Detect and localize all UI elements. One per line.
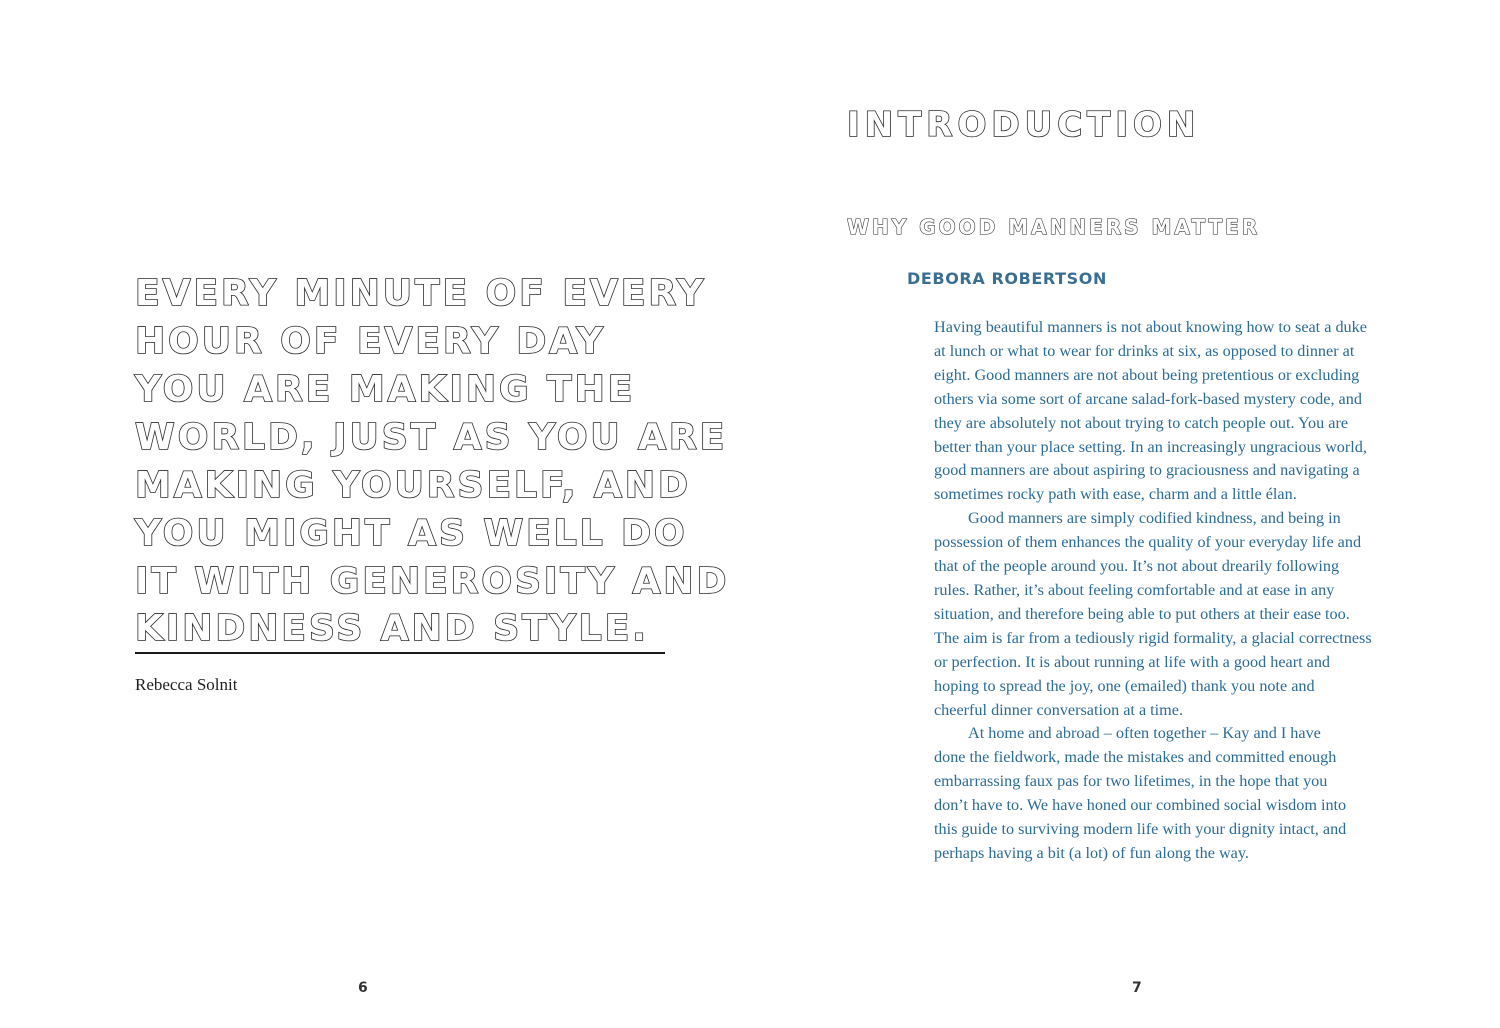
body-line: don’t have to. We have honed our combined social wisdom into (934, 796, 1347, 815)
quote-line: HOUR OF EVERY DAY (135, 321, 606, 362)
section-subtitle: WHY GOOD MANNERS MATTER (847, 215, 1261, 239)
body-line: The aim is far from a tediously rigid formality, a glacial correctness (934, 628, 1372, 647)
body-line: good manners are about aspiring to graciousness and navigating a (934, 461, 1360, 480)
body-line: at lunch or what to wear for drinks at six, as opposed to dinner at (934, 341, 1355, 360)
quote-line: YOU ARE MAKING THE (135, 369, 636, 410)
body-line: possession of them enhances the quality of your everyday life and (934, 533, 1362, 552)
quote-line: MAKING YOURSELF, AND (135, 465, 691, 506)
body-line: embarrassing faux pas for two lifetimes, in the hope that you (934, 772, 1328, 791)
quote-line: IT WITH GENEROSITY AND (135, 561, 730, 602)
body-line: At home and abroad – often together – Kay and I have (968, 724, 1321, 743)
body-line: perhaps having a bit (a lot) of fun along the way. (934, 843, 1249, 862)
quote-line-underlined: KINDNESS AND STYLE. (135, 606, 665, 654)
quote-line: YOU MIGHT AS WELL DO (135, 513, 688, 554)
page-number-right: 7 (1132, 980, 1142, 996)
quote-line: EVERY MINUTE OF EVERY (135, 273, 707, 314)
body-line: sometimes rocky path with ease, charm and a little élan. (934, 485, 1297, 504)
body-line: this guide to surviving modern life with your dignity intact, and (934, 820, 1347, 839)
body-line: done the fieldwork, made the mistakes and committed enough (934, 748, 1337, 767)
body-line: Good manners are simply codified kindness, and being in (968, 509, 1341, 528)
body-text (934, 316, 1434, 866)
body-line: they are absolutely not about trying to catch people out. You are (934, 413, 1349, 432)
body-line: or perfection. It is about running at life with a good heart and (934, 652, 1331, 671)
body-line: better than your place setting. In an increasingly ungracious world, (934, 437, 1367, 456)
right-page (750, 0, 1500, 1028)
quote-attribution: Rebecca Solnit (135, 675, 238, 694)
pull-quote (135, 270, 730, 654)
quote-line: WORLD, JUST AS YOU ARE (135, 417, 728, 458)
body-line: that of the people around you. It’s not about drearily following (934, 557, 1340, 576)
page-number-left: 6 (358, 980, 368, 996)
chapter-title: INTRODUCTION (847, 105, 1201, 145)
body-line: eight. Good manners are not about being pretentious or excluding (934, 365, 1360, 384)
body-line: hoping to spread the joy, one (emailed) thank you note and (934, 676, 1315, 695)
body-line: Having beautiful manners is not about knowing how to seat a duke (934, 318, 1367, 336)
author-name: DEBORA ROBERTSON (907, 269, 1107, 288)
body-line: rules. Rather, it’s about feeling comfortable and at ease in any (934, 580, 1335, 599)
body-line: cheerful dinner conversation at a time. (934, 700, 1184, 719)
body-line: others via some sort of arcane salad-fork-based mystery code, and (934, 389, 1362, 408)
body-line: situation, and therefore being able to put others at their ease too. (934, 604, 1350, 623)
